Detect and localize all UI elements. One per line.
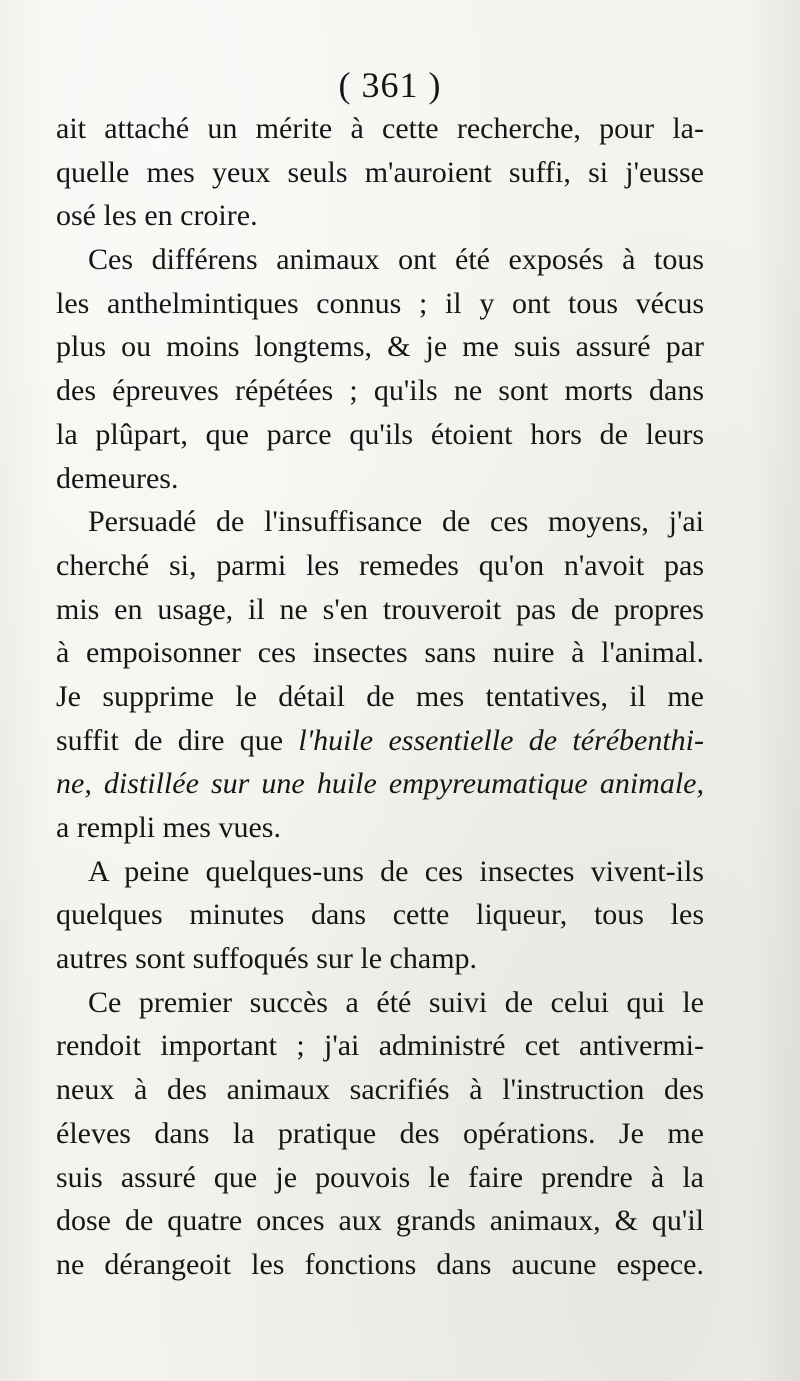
text-line: cherché si, parmi les remedes qu'on n'avoit pas bbox=[56, 548, 704, 582]
paragraph-first-line: Ce premier succès a été suivi de celui qui le bbox=[88, 985, 704, 1019]
text-line: ait attaché un mérite à cette recherche, pour la- bbox=[56, 112, 704, 145]
text-line: mis en usage, il ne s'en trouveroit pas de propres bbox=[56, 592, 704, 626]
text-line: osé les en croire. bbox=[56, 199, 258, 233]
text-line: autres sont suffoqués sur le champ. bbox=[56, 942, 478, 976]
text-line bbox=[56, 719, 704, 763]
text-line: les anthelmintiques connus ; il y ont tous vécus bbox=[56, 286, 704, 320]
page-number: ( 361 ) bbox=[338, 65, 442, 105]
text-line: neux à des animaux sacrifiés à l'instruction des bbox=[56, 1073, 704, 1107]
text-line: suis assuré que je pouvois le faire prendre à la bbox=[56, 1160, 704, 1194]
text-line: éleves dans la pratique des opérations. Je me bbox=[56, 1116, 704, 1150]
paragraph-first-line: A peine quelques-uns de ces insectes vivent-ils bbox=[88, 854, 704, 888]
text-line: demeures. bbox=[56, 461, 179, 495]
text-line: dose de quatre onces aux grands animaux, & qu'il bbox=[56, 1204, 704, 1238]
text-line: quelle mes yeux seuls m'auroient suffi, si j'eusse bbox=[56, 155, 704, 189]
italic-fragment: ne, distillée sur une huile empyreumatique animale, bbox=[56, 767, 704, 801]
text-line: ne dérangeoit les fonctions dans aucune espece. bbox=[56, 1247, 704, 1281]
text-line: a rempli mes vues. bbox=[56, 811, 281, 844]
text-line: à empoisonner ces insectes sans nuire à l'animal. bbox=[56, 636, 704, 670]
text-line: la plûpart, que parce qu'ils étoient hors de leurs bbox=[56, 417, 704, 451]
text-fragment: suffit de dire que bbox=[56, 723, 299, 757]
text-line: plus ou moins longtems, & je me suis assuré par bbox=[56, 330, 704, 364]
text-line: des épreuves répétées ; qu'ils ne sont morts dans bbox=[56, 374, 704, 408]
paragraph-first-line: Persuadé de l'insuffisance de ces moyens, j'ai bbox=[88, 505, 704, 539]
text-line: quelques minutes dans cette liqueur, tous les bbox=[56, 898, 704, 932]
body-text bbox=[56, 107, 704, 1287]
paragraph-first-line: Ces différens animaux ont été exposés à tous bbox=[88, 243, 704, 277]
text-line: rendoit important ; j'ai administré cet antivermi- bbox=[56, 1029, 704, 1063]
text-line: Je supprime le détail de mes tentatives, il me bbox=[56, 679, 704, 713]
text-line bbox=[56, 762, 704, 806]
italic-fragment: l'huile essentielle de térébenthi- bbox=[298, 723, 705, 757]
